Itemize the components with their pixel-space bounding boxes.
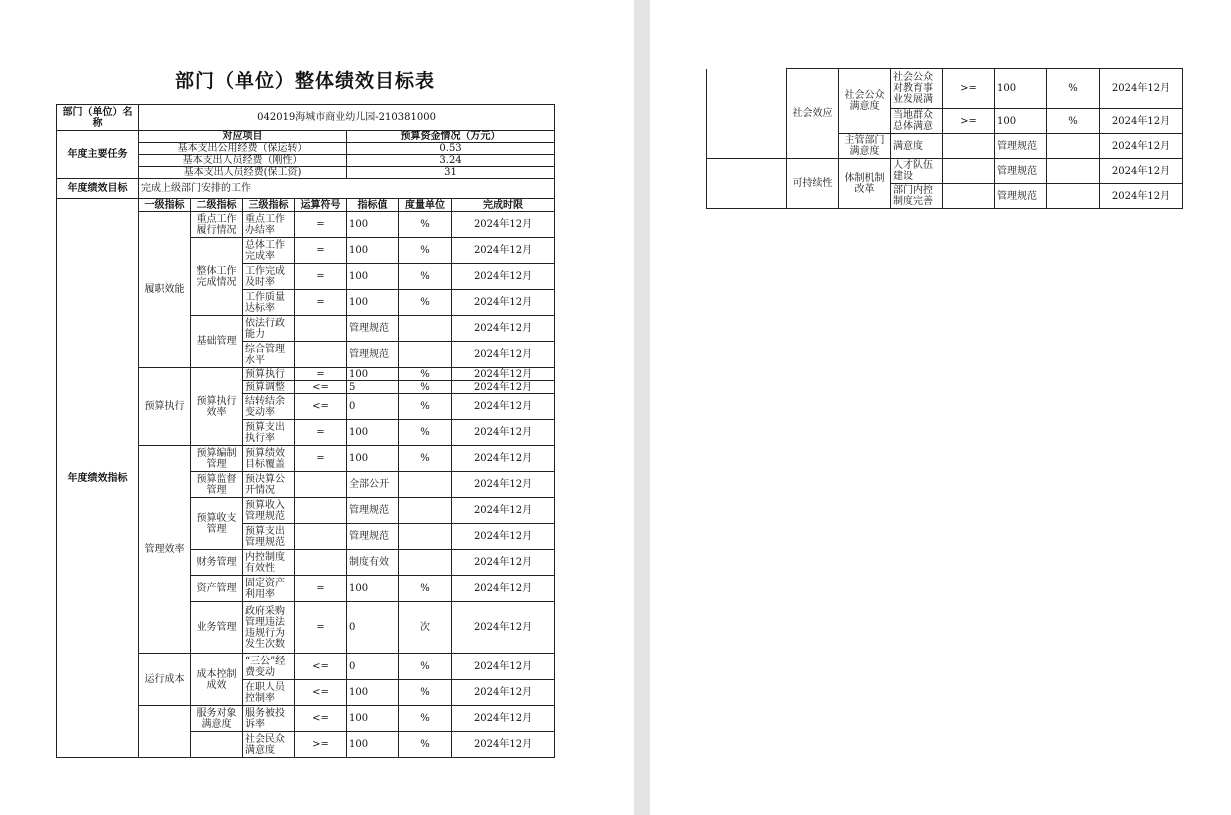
deadline-cell: 2024年12月 (452, 420, 555, 446)
empty-cell (707, 69, 787, 159)
deadline-cell: 2024年12月 (452, 368, 555, 381)
level2-cell: 预算执行效率 (191, 368, 243, 446)
unit-cell: % (399, 420, 452, 446)
level2-cell: 基础管理 (191, 316, 243, 368)
level3-cell: 综合管理水平 (243, 342, 295, 368)
value-cell: 5 (347, 381, 399, 394)
level1-cell: 预算执行 (139, 368, 191, 446)
value-cell: 管理规范 (995, 134, 1047, 159)
value-cell: 管理规范 (995, 159, 1047, 184)
value-cell: 管理规范 (347, 342, 399, 368)
unit-cell: % (1047, 109, 1100, 134)
operator-cell: >= (295, 732, 347, 758)
level3-cell: 人才队伍建设 (891, 159, 943, 184)
level2-cell: 社会公众满意度 (839, 69, 891, 134)
level1-cell: 可持续性 (787, 159, 839, 209)
annual-tasks-label: 年度主要任务 (57, 131, 139, 179)
deadline-cell: 2024年12月 (452, 654, 555, 680)
operator-cell: <= (295, 381, 347, 394)
value-cell: 管理规范 (995, 184, 1047, 209)
value-cell: 0 (347, 654, 399, 680)
task-amount: 3.24 (347, 155, 555, 167)
level3-cell: 依法行政能力 (243, 316, 295, 342)
deadline-cell: 2024年12月 (452, 524, 555, 550)
unit-cell: % (399, 212, 452, 238)
value-cell: 100 (347, 290, 399, 316)
operator-cell: = (295, 212, 347, 238)
header-level2: 二级指标 (191, 199, 243, 212)
value-cell: 100 (347, 212, 399, 238)
level2-cell: 成本控制成效 (191, 654, 243, 706)
deadline-cell: 2024年12月 (452, 264, 555, 290)
deadline-cell: 2024年12月 (452, 680, 555, 706)
header-level1: 一级指标 (139, 199, 191, 212)
operator-cell (295, 550, 347, 576)
level3-cell: 总体工作完成率 (243, 238, 295, 264)
unit-cell: % (399, 576, 452, 602)
task-name: 基本支出人员经费(保工资) (139, 167, 347, 179)
deadline-cell: 2024年12月 (452, 316, 555, 342)
level3-cell: 当地群众总体满意 (891, 109, 943, 134)
operator-cell (943, 159, 995, 184)
level1-cell: 管理效率 (139, 446, 191, 654)
deadline-cell: 2024年12月 (452, 394, 555, 420)
unit-cell (399, 524, 452, 550)
level2-cell-empty (191, 732, 243, 758)
operator-cell (295, 342, 347, 368)
unit-cell: % (399, 732, 452, 758)
level3-cell: 预算支出管理规范 (243, 524, 295, 550)
unit-cell (399, 472, 452, 498)
document-page-2 (650, 0, 1231, 815)
header-operator: 运算符号 (295, 199, 347, 212)
header-level3: 三级指标 (243, 199, 295, 212)
unit-cell (1047, 134, 1100, 159)
operator-cell (295, 472, 347, 498)
operator-cell (295, 498, 347, 524)
level2-cell: 体制机制改革 (839, 159, 891, 209)
level3-cell: 政府采购管理违法违规行为发生次数 (243, 602, 295, 654)
level2-cell: 服务对象满意度 (191, 706, 243, 732)
task-amount: 0.53 (347, 143, 555, 155)
unit-cell: % (399, 706, 452, 732)
deadline-cell: 2024年12月 (452, 381, 555, 394)
value-cell: 全部公开 (347, 472, 399, 498)
level3-cell: 重点工作办结率 (243, 212, 295, 238)
header-unit: 度量单位 (399, 199, 452, 212)
unit-cell (1047, 159, 1100, 184)
level2-cell: 预算监督管理 (191, 472, 243, 498)
header-deadline: 完成时限 (452, 199, 555, 212)
page-title: 部门（单位）整体绩效目标表 (174, 70, 435, 92)
operator-cell: <= (295, 706, 347, 732)
page-gutter (634, 0, 650, 815)
level3-cell: 社会公众对教育事业发展满 (891, 69, 943, 109)
level2-cell: 整体工作完成情况 (191, 238, 243, 316)
deadline-cell: 2024年12月 (452, 212, 555, 238)
unit-cell: % (1047, 69, 1100, 109)
empty-cell (707, 159, 787, 209)
task-amount: 31 (347, 167, 555, 179)
operator-cell (943, 184, 995, 209)
deadline-cell: 2024年12月 (1100, 184, 1183, 209)
header-value: 指标值 (347, 199, 399, 212)
level3-cell: 预算执行 (243, 368, 295, 381)
operator-cell: = (295, 238, 347, 264)
level3-cell: 社会民众满意度 (243, 732, 295, 758)
deadline-cell: 2024年12月 (452, 498, 555, 524)
unit-name-value: 042019海城市商业幼儿园-210381000 (139, 105, 555, 131)
unit-cell: 次 (399, 602, 452, 654)
value-cell: 管理规范 (347, 498, 399, 524)
level3-cell: 工作质量达标率 (243, 290, 295, 316)
value-cell: 100 (347, 732, 399, 758)
level3-cell: 工作完成及时率 (243, 264, 295, 290)
operator-cell: >= (943, 69, 995, 109)
value-cell: 100 (995, 109, 1047, 134)
unit-cell: % (399, 290, 452, 316)
level3-cell: 预算支出执行率 (243, 420, 295, 446)
operator-cell: <= (295, 654, 347, 680)
operator-cell: = (295, 264, 347, 290)
deadline-cell: 2024年12月 (452, 238, 555, 264)
unit-cell: % (399, 446, 452, 472)
level3-cell: 预算绩效目标覆盖 (243, 446, 295, 472)
unit-cell (399, 498, 452, 524)
deadline-cell: 2024年12月 (1100, 159, 1183, 184)
deadline-cell: 2024年12月 (452, 290, 555, 316)
unit-cell: % (399, 680, 452, 706)
value-cell: 100 (995, 69, 1047, 109)
annual-indicators-label: 年度绩效指标 (57, 199, 139, 758)
value-cell: 管理规范 (347, 524, 399, 550)
value-cell: 制度有效 (347, 550, 399, 576)
value-cell: 管理规范 (347, 316, 399, 342)
unit-cell: % (399, 264, 452, 290)
value-cell: 100 (347, 368, 399, 381)
performance-target-table (56, 104, 555, 758)
unit-cell: % (399, 394, 452, 420)
unit-cell: % (399, 238, 452, 264)
level3-cell: 结转结余变动率 (243, 394, 295, 420)
level3-cell: 预算收入管理规范 (243, 498, 295, 524)
value-cell: 0 (347, 602, 399, 654)
operator-cell (943, 134, 995, 159)
unit-cell: % (399, 368, 452, 381)
level3-cell: 部门内控制度完善 (891, 184, 943, 209)
level2-cell: 财务管理 (191, 550, 243, 576)
tasks-header-budget: 预算资金情况（万元） (347, 131, 555, 143)
value-cell: 100 (347, 576, 399, 602)
deadline-cell: 2024年12月 (1100, 134, 1183, 159)
level3-cell: 在职人员控制率 (243, 680, 295, 706)
level2-cell: 预算收支管理 (191, 498, 243, 550)
tasks-header-project: 对应项目 (139, 131, 347, 143)
annual-goal-label: 年度绩效目标 (57, 179, 139, 199)
level2-cell: 预算编制管理 (191, 446, 243, 472)
task-name: 基本支出公用经费（保运转） (139, 143, 347, 155)
deadline-cell: 2024年12月 (452, 472, 555, 498)
level2-cell: 重点工作履行情况 (191, 212, 243, 238)
deadline-cell: 2024年12月 (1100, 69, 1183, 109)
value-cell: 100 (347, 238, 399, 264)
level3-cell: “三公”经费变动 (243, 654, 295, 680)
value-cell: 100 (347, 420, 399, 446)
operator-cell: >= (943, 109, 995, 134)
unit-cell: % (399, 381, 452, 394)
unit-cell (1047, 184, 1100, 209)
unit-cell: % (399, 654, 452, 680)
operator-cell (295, 524, 347, 550)
level1-cell: 社会效应 (787, 69, 839, 159)
level3-cell: 固定资产利用率 (243, 576, 295, 602)
operator-cell (295, 316, 347, 342)
operator-cell: = (295, 290, 347, 316)
task-name: 基本支出人员经费（刚性） (139, 155, 347, 167)
operator-cell: = (295, 576, 347, 602)
performance-target-table-continued (706, 68, 1183, 209)
deadline-cell: 2024年12月 (452, 446, 555, 472)
operator-cell: = (295, 602, 347, 654)
value-cell: 100 (347, 680, 399, 706)
level3-cell: 预决算公开情况 (243, 472, 295, 498)
operator-cell: = (295, 420, 347, 446)
operator-cell: = (295, 446, 347, 472)
unit-cell (399, 316, 452, 342)
unit-name-label: 部门（单位）名称 (57, 105, 139, 131)
level3-cell: 预算调整 (243, 381, 295, 394)
deadline-cell: 2024年12月 (452, 732, 555, 758)
level1-cell: 运行成本 (139, 654, 191, 706)
value-cell: 0 (347, 394, 399, 420)
deadline-cell: 2024年12月 (452, 576, 555, 602)
level2-cell: 业务管理 (191, 602, 243, 654)
level1-cell: 履职效能 (139, 212, 191, 368)
level1-cell-empty (139, 706, 191, 758)
operator-cell: <= (295, 680, 347, 706)
level3-cell: 内控制度有效性 (243, 550, 295, 576)
deadline-cell: 2024年12月 (452, 550, 555, 576)
annual-goal-value: 完成上级部门安排的工作 (139, 179, 555, 199)
unit-cell (399, 550, 452, 576)
level2-cell: 主管部门满意度 (839, 134, 891, 159)
level3-cell: 服务被投诉率 (243, 706, 295, 732)
level2-cell: 资产管理 (191, 576, 243, 602)
value-cell: 100 (347, 264, 399, 290)
level3-cell: 满意度 (891, 134, 943, 159)
deadline-cell: 2024年12月 (452, 706, 555, 732)
operator-cell: = (295, 368, 347, 381)
deadline-cell: 2024年12月 (452, 602, 555, 654)
operator-cell: <= (295, 394, 347, 420)
value-cell: 100 (347, 446, 399, 472)
deadline-cell: 2024年12月 (1100, 109, 1183, 134)
value-cell: 100 (347, 706, 399, 732)
deadline-cell: 2024年12月 (452, 342, 555, 368)
unit-cell (399, 342, 452, 368)
